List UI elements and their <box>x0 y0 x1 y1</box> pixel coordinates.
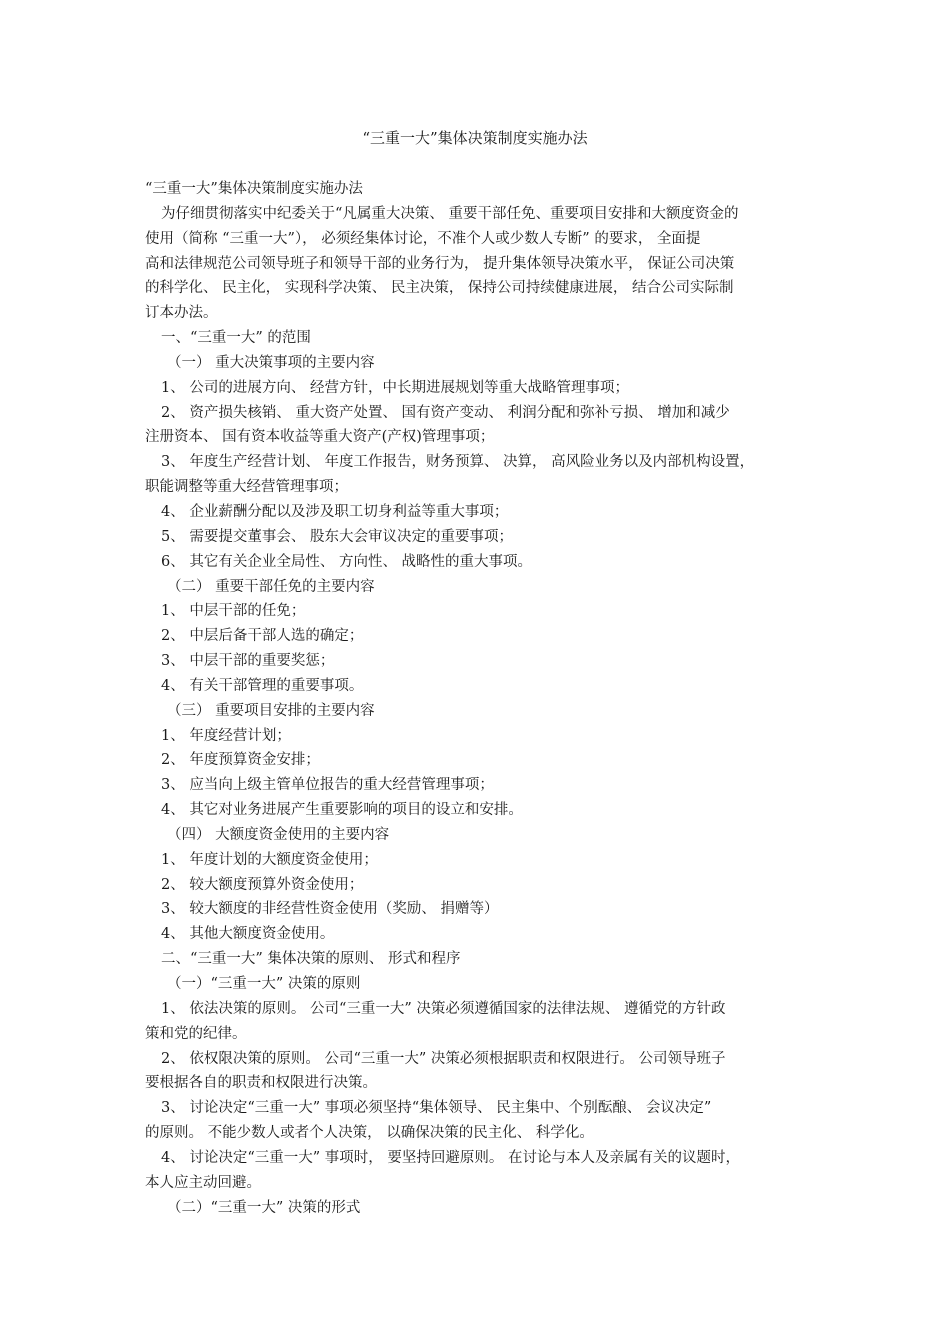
text-line: 二、“三重一大” 集体决策的原则、 形式和程序 <box>161 951 461 968</box>
text-line: 本人应主动回避。 <box>145 1174 261 1191</box>
text-line: 4、 其它对业务进展产生重要影响的项目的设立和安排。 <box>161 802 523 819</box>
text-line: 要根据各自的职责和权限进行决策。 <box>145 1075 377 1092</box>
text-line: 职能调整等重大经营管理事项； <box>145 479 348 496</box>
document-title: “三重一大”集体决策制度实施办法 <box>362 129 588 147</box>
text-line: 注册资本、 国有资本收益等重大资产(产权)管理事项； <box>145 429 495 446</box>
text-line: 为仔细贯彻落实中纪委关于“凡属重大决策、 重要干部任免、重要项目安排和大额度资金的 <box>161 205 739 222</box>
text-line: 3、 年度生产经营计划、 年度工作报告，财务预算、 决算， 高风险业务以及内部机构设置， <box>161 454 755 471</box>
text-line: 1、 中层干部的任免； <box>161 603 306 620</box>
text-line: 4、 讨论决定“三重一大” 事项时， 要坚持回避原则。 在讨论与本人及亲属有关的议题时， <box>161 1149 740 1166</box>
text-line: 4、 其他大额度资金使用。 <box>161 926 335 943</box>
text-line: 2、 较大额度预算外资金使用； <box>161 876 364 893</box>
text-line: 1、 依法决策的原则。 公司“三重一大” 决策必须遵循国家的法律法规、 遵循党的方针政 <box>161 1000 726 1017</box>
text-line: 一、“三重一大” 的范围 <box>161 330 311 347</box>
text-line: （三） 重要项目安排的主要内容 <box>167 702 375 719</box>
text-line: 5、 需要提交董事会、 股东大会审议决定的重要事项； <box>161 528 513 545</box>
text-line: 订本办法。 <box>145 305 218 322</box>
text-line: 高和法律规范公司领导班子和领导干部的业务行为， 提升集体领导决策水平， 保证公司决策 <box>145 255 735 272</box>
text-line: 的科学化、 民主化， 实现科学决策、 民主决策， 保持公司持续健康进展， 结合公司实际制 <box>145 280 734 297</box>
text-line: 2、 年度预算资金安排； <box>161 752 320 769</box>
text-line: （二） 重要干部任免的主要内容 <box>167 578 375 595</box>
text-line: 1、 年度计划的大额度资金使用； <box>161 851 378 868</box>
text-line: 1、 公司的进展方向、 经营方针，中长期进展规划等重大战略管理事项； <box>161 379 629 396</box>
text-line: “三重一大”集体决策制度实施办法 <box>145 181 363 197</box>
text-line: 1、 年度经营计划； <box>161 727 291 744</box>
text-line: 3、 讨论决定“三重一大” 事项必须坚持“集体领导、 民主集中、个别酝酿、 会议决定” <box>161 1100 712 1117</box>
text-line: 2、 资产损失核销、 重大资产处置、 国有资产变动、 利润分配和弥补亏损、 增加和减少 <box>161 404 730 421</box>
text-line: 4、 有关干部管理的重要事项。 <box>161 677 364 694</box>
text-line: 2、 中层后备干部人选的确定； <box>161 628 364 645</box>
text-line: 3、 较大额度的非经营性资金使用（奖励、 捐赠等） <box>161 901 499 918</box>
text-line: （二）“三重一大” 决策的形式 <box>167 1199 361 1216</box>
text-line: 3、 应当向上级主管单位报告的重大经营管理事项； <box>161 777 494 794</box>
text-line: 2、 依权限决策的原则。 公司“三重一大” 决策必须根据职责和权限进行。 公司领导班子 <box>161 1050 726 1067</box>
text-line: （一） 重大决策事项的主要内容 <box>167 354 375 371</box>
text-line: 使用（简称 “三重一大”）， 必须经集体讨论，不准个人或少数人专断” 的要求， 全面提 <box>145 230 701 247</box>
document-body <box>145 177 825 1220</box>
text-line: （一）“三重一大” 决策的原则 <box>167 976 361 992</box>
text-line: （四） 大额度资金使用的主要内容 <box>167 826 390 843</box>
text-line: 3、 中层干部的重要奖惩； <box>161 653 335 670</box>
text-line: 策和党的纪律。 <box>145 1025 247 1042</box>
text-line: 6、 其它有关企业全局性、 方向性、 战略性的重大事项。 <box>161 553 533 570</box>
text-line: 4、 企业薪酬分配以及涉及职工切身利益等重大事项； <box>161 503 509 520</box>
text-line: 的原则。 不能少数人或者个人决策， 以确保决策的民主化、 科学化。 <box>145 1125 594 1142</box>
